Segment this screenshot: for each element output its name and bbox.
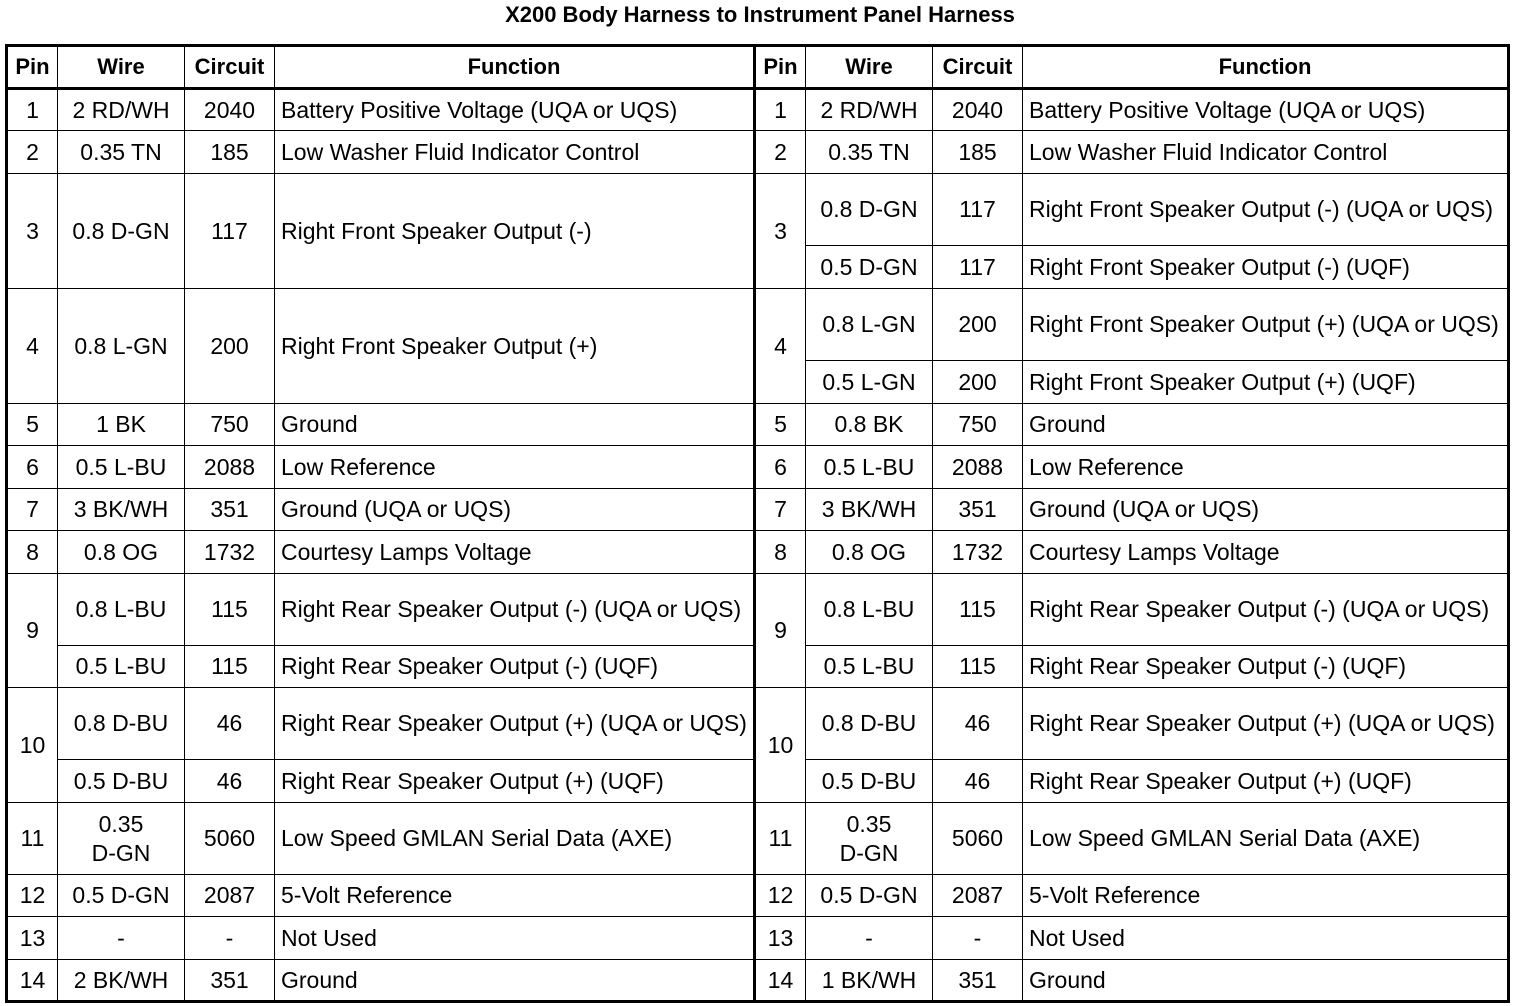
wire-cell: 0.5 L-GN	[806, 361, 933, 404]
function-cell: Right Front Speaker Output (+)	[275, 289, 755, 404]
pin-cell: 12	[7, 875, 58, 917]
wire-cell: 0.5 D-BU	[58, 760, 185, 803]
header-circuit-right: Circuit	[933, 46, 1023, 89]
pin-cell: 1	[7, 89, 58, 131]
pin-cell: 1	[755, 89, 806, 131]
function-cell: Right Front Speaker Output (-)	[275, 174, 755, 289]
wire-cell: 2 RD/WH	[58, 89, 185, 131]
pin-cell: 11	[7, 803, 58, 875]
table-row	[7, 131, 1509, 174]
pin-cell: 8	[7, 531, 58, 574]
circuit-cell: 351	[185, 489, 275, 531]
pin-cell: 7	[7, 489, 58, 531]
function-cell: Right Rear Speaker Output (+) (UQA or UQS)	[1023, 688, 1509, 760]
circuit-cell: 185	[185, 131, 275, 174]
circuit-cell: 351	[933, 960, 1023, 1002]
function-cell: 5-Volt Reference	[275, 875, 755, 917]
wire-cell: 3 BK/WH	[58, 489, 185, 531]
wire-cell: 1 BK/WH	[806, 960, 933, 1002]
pin-cell: 3	[755, 174, 806, 289]
function-cell: Right Rear Speaker Output (-) (UQF)	[1023, 646, 1509, 688]
circuit-cell: 2040	[185, 89, 275, 131]
circuit-cell: 117	[185, 174, 275, 289]
header-function-left: Function	[275, 46, 755, 89]
function-cell: Right Rear Speaker Output (+) (UQF)	[1023, 760, 1509, 803]
pin-cell: 9	[7, 574, 58, 688]
function-cell: Right Rear Speaker Output (-) (UQA or UQS)	[1023, 574, 1509, 646]
function-cell: Right Front Speaker Output (-) (UQA or UQS)	[1023, 174, 1509, 246]
function-cell: Ground (UQA or UQS)	[275, 489, 755, 531]
function-cell: 5-Volt Reference	[1023, 875, 1509, 917]
circuit-cell: 115	[185, 646, 275, 688]
function-cell: Courtesy Lamps Voltage	[1023, 531, 1509, 574]
pin-cell: 5	[755, 404, 806, 446]
function-cell: Battery Positive Voltage (UQA or UQS)	[275, 89, 755, 131]
circuit-cell: 351	[185, 960, 275, 1002]
function-cell: Right Rear Speaker Output (+) (UQA or UQS)	[275, 688, 755, 760]
function-cell: Ground	[275, 404, 755, 446]
circuit-cell: 115	[185, 574, 275, 646]
function-cell: Not Used	[1023, 917, 1509, 960]
function-cell: Ground	[275, 960, 755, 1002]
function-cell: Low Speed GMLAN Serial Data (AXE)	[1023, 803, 1509, 875]
function-cell: Right Rear Speaker Output (-) (UQA or UQS)	[275, 574, 755, 646]
wire-cell: 0.5 D-GN	[806, 875, 933, 917]
function-cell: Right Front Speaker Output (-) (UQF)	[1023, 246, 1509, 289]
circuit-cell: 5060	[185, 803, 275, 875]
pin-cell: 2	[755, 131, 806, 174]
function-cell: Ground	[1023, 960, 1509, 1002]
circuit-cell: 2088	[933, 446, 1023, 489]
pin-cell: 9	[755, 574, 806, 688]
circuit-cell: 1732	[185, 531, 275, 574]
page-title: X200 Body Harness to Instrument Panel Harness	[505, 2, 1015, 27]
table-row	[7, 289, 1509, 361]
circuit-cell: 2088	[185, 446, 275, 489]
wire-cell: 0.5 L-BU	[806, 646, 933, 688]
wire-cell: 0.5 L-BU	[806, 446, 933, 489]
wire-cell: 0.8 L-GN	[806, 289, 933, 361]
function-cell: Battery Positive Voltage (UQA or UQS)	[1023, 89, 1509, 131]
header-function-right: Function	[1023, 46, 1509, 89]
table-row	[7, 531, 1509, 574]
circuit-cell: 351	[933, 489, 1023, 531]
pin-cell: 13	[755, 917, 806, 960]
function-cell: Right Rear Speaker Output (+) (UQF)	[275, 760, 755, 803]
wire-cell: 0.8 L-BU	[806, 574, 933, 646]
header-pin-left: Pin	[7, 46, 58, 89]
circuit-cell: 117	[933, 174, 1023, 246]
circuit-cell: 185	[933, 131, 1023, 174]
wire-cell: 0.8 L-BU	[58, 574, 185, 646]
header-pin-right: Pin	[755, 46, 806, 89]
function-cell: Low Reference	[1023, 446, 1509, 489]
wire-line: 0.35	[846, 810, 892, 837]
function-cell: Low Washer Fluid Indicator Control	[275, 131, 755, 174]
circuit-cell: 200	[933, 289, 1023, 361]
pin-cell: 14	[7, 960, 58, 1002]
circuit-cell: 2087	[933, 875, 1023, 917]
wire-cell: -	[58, 917, 185, 960]
pin-cell: 10	[755, 688, 806, 803]
function-cell: Ground	[1023, 404, 1509, 446]
circuit-cell: -	[933, 917, 1023, 960]
pin-cell: 2	[7, 131, 58, 174]
table-row	[7, 875, 1509, 917]
circuit-cell: 750	[933, 404, 1023, 446]
pin-cell: 4	[7, 289, 58, 404]
wire-cell: 0.5 D-GN	[58, 875, 185, 917]
circuit-cell: 115	[933, 646, 1023, 688]
wire-cell: 0.8 D-GN	[806, 174, 933, 246]
function-cell: Low Washer Fluid Indicator Control	[1023, 131, 1509, 174]
function-cell: Right Front Speaker Output (+) (UQF)	[1023, 361, 1509, 404]
wire-cell: 3 BK/WH	[806, 489, 933, 531]
wire-cell: 0.5 D-BU	[806, 760, 933, 803]
circuit-cell: 46	[933, 688, 1023, 760]
table-row	[7, 174, 1509, 246]
table-row	[7, 917, 1509, 960]
function-cell: Right Front Speaker Output (+) (UQA or UQS)	[1023, 289, 1509, 361]
function-cell: Not Used	[275, 917, 755, 960]
table-row	[7, 803, 1509, 875]
wire-cell: 0.35 TN	[58, 131, 185, 174]
wire-cell: 0.8 D-BU	[806, 688, 933, 760]
circuit-cell: 46	[933, 760, 1023, 803]
pin-cell: 8	[755, 531, 806, 574]
pin-cell: 5	[7, 404, 58, 446]
wire-cell: 1 BK	[58, 404, 185, 446]
harness-pinout-table	[5, 44, 1510, 1003]
function-cell: Ground (UQA or UQS)	[1023, 489, 1509, 531]
circuit-cell: 46	[185, 760, 275, 803]
wire-cell: 0.8 D-GN	[58, 174, 185, 289]
pin-cell: 10	[7, 688, 58, 803]
wire-cell: 0.8 L-GN	[58, 289, 185, 404]
circuit-cell: 46	[185, 688, 275, 760]
pin-cell: 4	[755, 289, 806, 404]
header-wire-left: Wire	[58, 46, 185, 89]
wire-line: D-GN	[91, 839, 151, 866]
header-row	[7, 46, 1509, 89]
wire-cell: 0.5 L-BU	[58, 446, 185, 489]
wire-line: D-GN	[839, 839, 899, 866]
function-cell: Low Reference	[275, 446, 755, 489]
function-cell: Right Rear Speaker Output (-) (UQF)	[275, 646, 755, 688]
function-cell: Low Speed GMLAN Serial Data (AXE)	[275, 803, 755, 875]
table-row	[7, 89, 1509, 131]
circuit-cell: 115	[933, 574, 1023, 646]
wire-cell	[806, 803, 933, 875]
pin-cell: 12	[755, 875, 806, 917]
pin-cell: 11	[755, 803, 806, 875]
wire-cell: 0.5 L-BU	[58, 646, 185, 688]
circuit-cell: 200	[933, 361, 1023, 404]
wire-cell: 2 BK/WH	[58, 960, 185, 1002]
wire-cell: 2 RD/WH	[806, 89, 933, 131]
table-row	[7, 688, 1509, 760]
circuit-cell: 117	[933, 246, 1023, 289]
wire-cell: 0.8 OG	[58, 531, 185, 574]
wire-line: 0.35	[98, 810, 144, 837]
pin-cell: 14	[755, 960, 806, 1002]
wire-cell: 0.8 D-BU	[58, 688, 185, 760]
wire-cell	[58, 803, 185, 875]
circuit-cell: 1732	[933, 531, 1023, 574]
circuit-cell: 750	[185, 404, 275, 446]
circuit-cell: 2040	[933, 89, 1023, 131]
header-wire-right: Wire	[806, 46, 933, 89]
circuit-cell: 200	[185, 289, 275, 404]
circuit-cell: -	[185, 917, 275, 960]
table-row	[7, 489, 1509, 531]
wire-cell: 0.35 TN	[806, 131, 933, 174]
function-cell: Courtesy Lamps Voltage	[275, 531, 755, 574]
table-row	[7, 960, 1509, 1002]
header-circuit-left: Circuit	[185, 46, 275, 89]
pin-cell: 13	[7, 917, 58, 960]
pin-cell: 6	[755, 446, 806, 489]
wire-cell: 0.5 D-GN	[806, 246, 933, 289]
pin-cell: 7	[755, 489, 806, 531]
wire-cell: -	[806, 917, 933, 960]
table-row	[7, 446, 1509, 489]
table-row	[7, 574, 1509, 646]
table-row	[7, 404, 1509, 446]
pin-cell: 6	[7, 446, 58, 489]
wire-cell: 0.8 OG	[806, 531, 933, 574]
pin-cell: 3	[7, 174, 58, 289]
wire-cell: 0.8 BK	[806, 404, 933, 446]
circuit-cell: 2087	[185, 875, 275, 917]
circuit-cell: 5060	[933, 803, 1023, 875]
